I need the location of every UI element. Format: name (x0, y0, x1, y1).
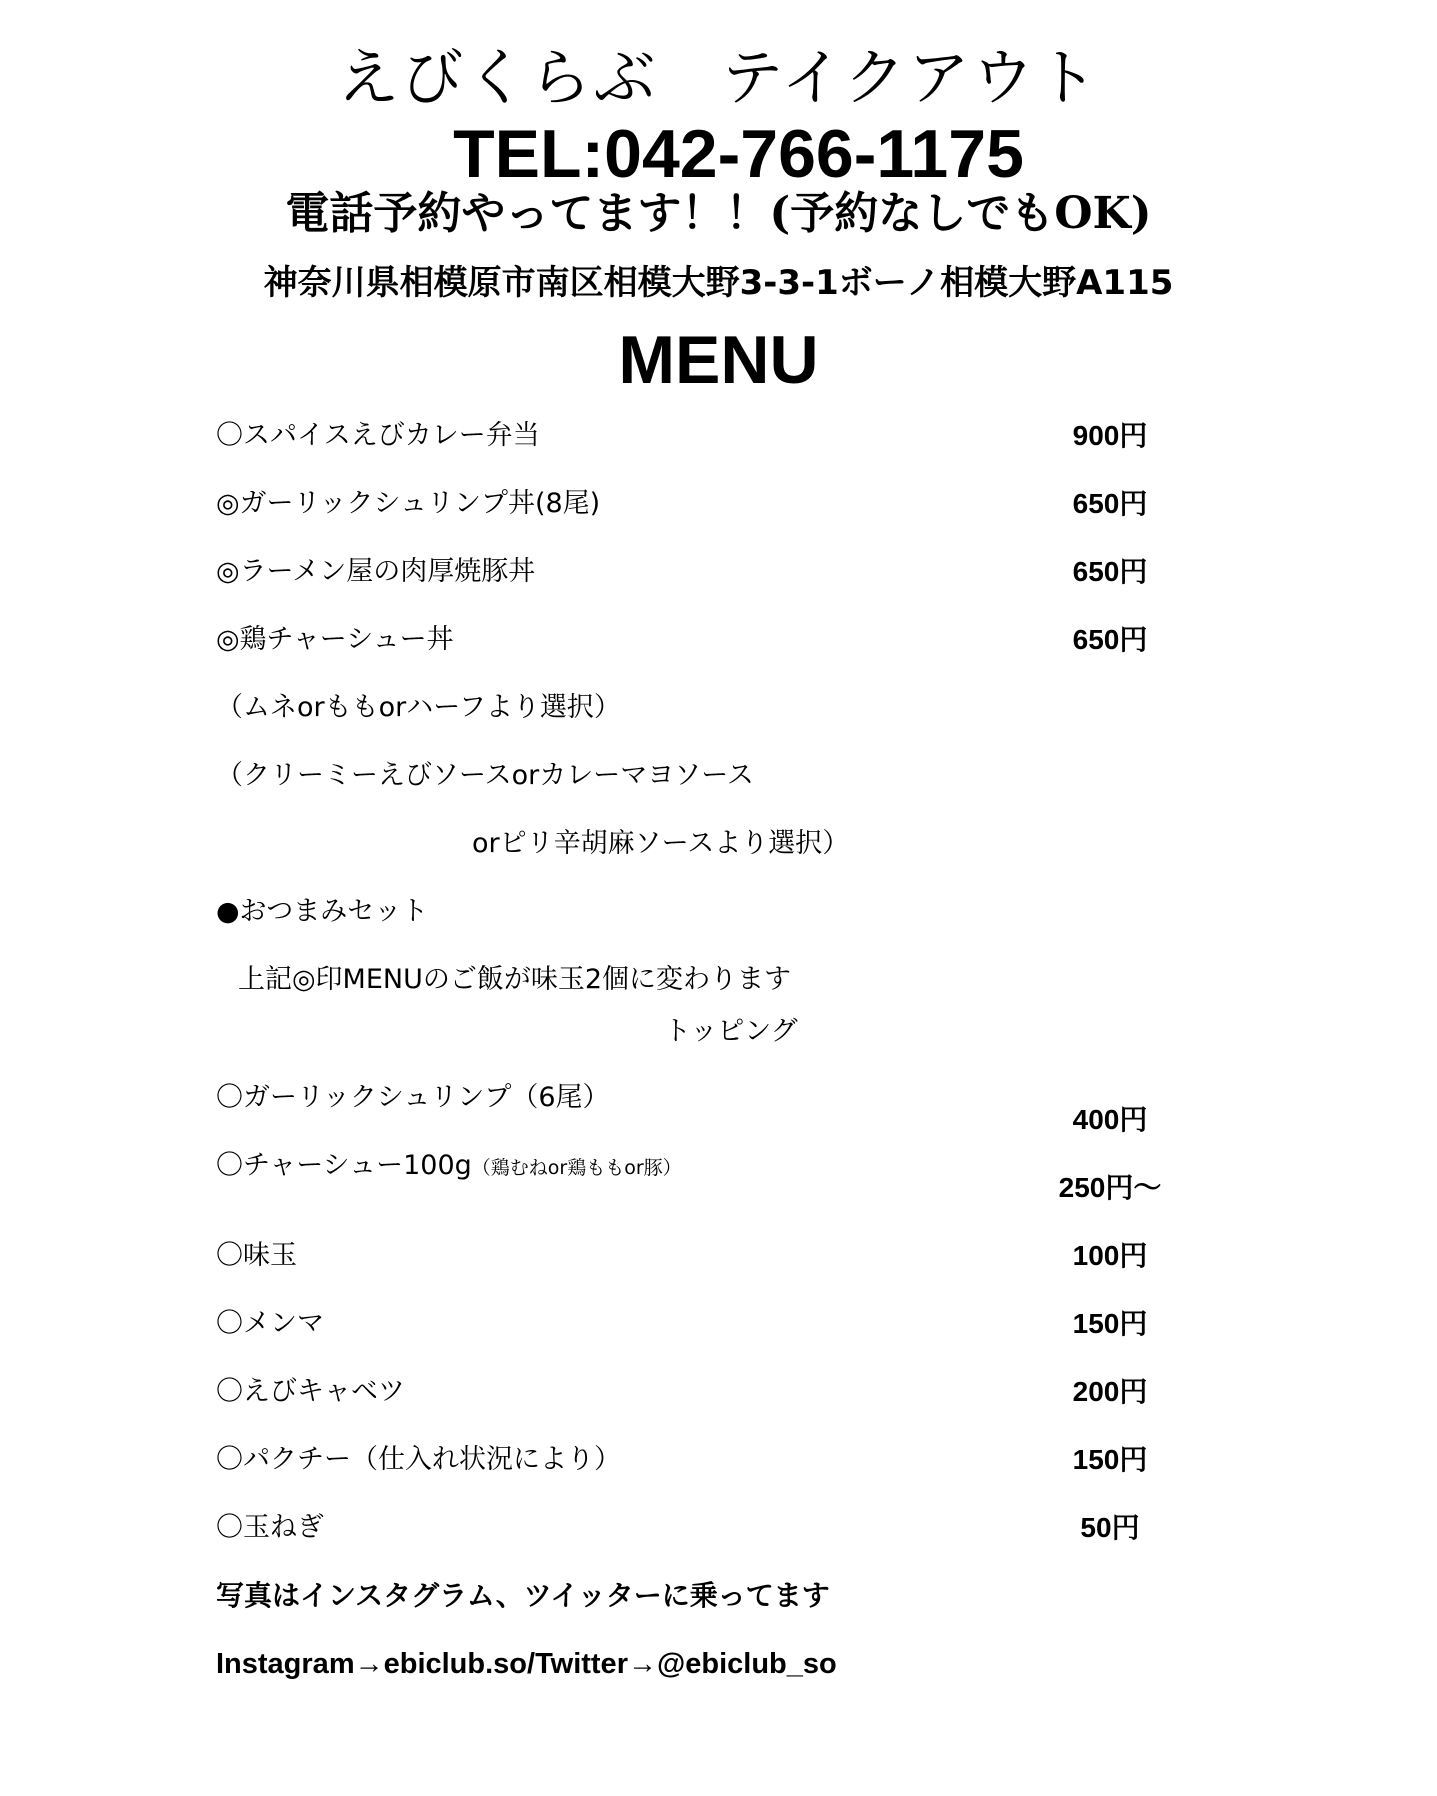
menu-item-name: 〇スパイスえびカレー弁当 (216, 420, 540, 451)
topping-item-name: 〇メンマ (216, 1308, 324, 1339)
topping-item-name: 〇ガーリックシュリンプ（6尾） (216, 1082, 610, 1113)
menu-item-name: ◎ラーメン屋の肉厚焼豚丼 (216, 556, 536, 587)
reservation-note: 電話予約やってます！！(予約なしでもOK) (285, 188, 1152, 239)
choice-meat-note: （ムネorももorハーフより選択） (216, 692, 621, 723)
topping-item-name (216, 1146, 682, 1188)
address: 神奈川県相模原市南区相模大野3-3-1ボーノ相模大野A115 (263, 263, 1174, 303)
menu-item-price: 650円 (1072, 624, 1148, 655)
menu-item-price: 900円 (1072, 420, 1148, 451)
topping-item-price: 400円 (1072, 1104, 1148, 1135)
topping-item-price: 150円 (1072, 1444, 1148, 1475)
photos-note: 写真はインスタグラム、ツイッターに乗ってます (216, 1579, 830, 1612)
topping-item-price: 100円 (1072, 1240, 1148, 1271)
topping-item-price: 150円 (1072, 1308, 1148, 1339)
topping-item-price: 50円 (1080, 1512, 1140, 1543)
topping-item-price: 200円 (1072, 1376, 1148, 1407)
menu-heading: MENU (618, 322, 819, 398)
topping-item-price: 250円～ (1058, 1172, 1162, 1203)
topping-item-name: 〇えびキャベツ (216, 1376, 405, 1407)
phone-number: TEL:042-766-1175 (453, 116, 1024, 192)
menu-item-name: ◎鶏チャーシュー丼 (216, 624, 454, 655)
shop-title: えびくらぶ テイクアウト (337, 41, 1100, 114)
otsumami-description: 上記◎印MENUのご飯が味玉2個に変わります (238, 964, 792, 995)
choice-sauce-note-2: orピリ辛胡麻ソースより選択） (472, 828, 850, 859)
topping-item-small-label: （鶏むねor鶏ももor豚） (471, 1157, 682, 1179)
topping-item-name: 〇パクチー（仕入れ状況により） (216, 1444, 621, 1475)
menu-item-price: 650円 (1072, 488, 1148, 519)
choice-sauce-note-1: （クリーミーえびソースorカレーマヨソース (216, 760, 754, 791)
topping-item-name: 〇玉ねぎ (216, 1512, 324, 1543)
menu-item-name: ◎ガーリックシュリンプ丼(8尾) (216, 488, 601, 519)
topping-heading: トッピング (664, 1016, 798, 1047)
topping-item-name: 〇味玉 (216, 1240, 297, 1271)
otsumami-title: ●おつまみセット (216, 896, 429, 927)
menu-item-price: 650円 (1072, 556, 1148, 587)
topping-item-main-label: 〇チャーシュー100g (216, 1150, 472, 1181)
social-links: Instagram→ebiclub.so/Twitter→@ebiclub_so (216, 1648, 837, 1680)
